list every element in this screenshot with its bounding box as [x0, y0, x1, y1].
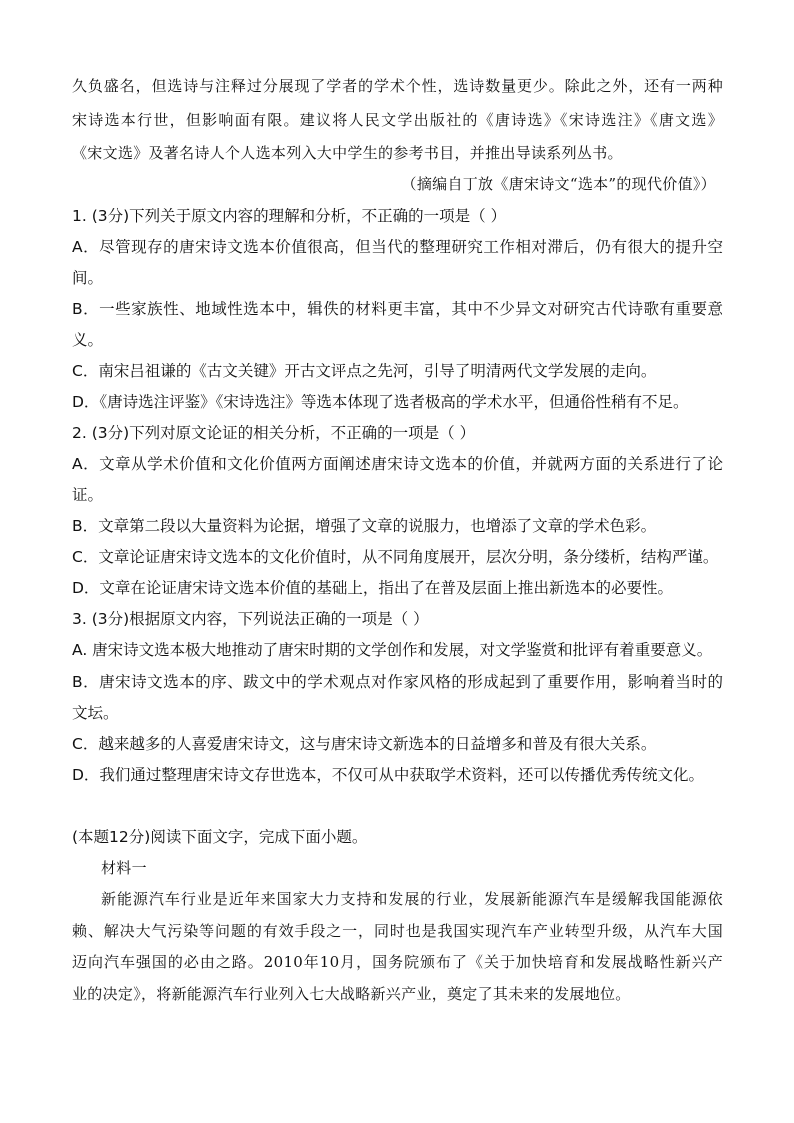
- section-heading: (本题12分)阅读下面文字，完成下面小题。: [72, 828, 368, 846]
- question-stem: 2. (3分)下列对原文论证的相关分析，不正确的一项是（ ）: [72, 424, 476, 442]
- passage-line: 久负盛名，但选诗与注释过分展现了学者的学术个性，选诗数量更少。除此之外，还有一两种: [72, 77, 723, 95]
- option-c: C．文章论证唐宋诗文选本的文化价值时，从不同角度展开，层次分明，条分缕析，结构严谨。: [72, 548, 719, 566]
- option-b: B．唐宋诗文选本的序、跋文中的学术观点对作家风格的形成起到了重要作用，影响着当时的: [72, 673, 723, 691]
- passage-line: 宋诗选本行世，但影响面有限。建议将人民文学出版社的《唐诗选》《宋诗选注》《唐文选》: [72, 111, 723, 129]
- option-b-cont: 文坛。: [72, 704, 119, 722]
- option-c: C．南宋吕祖谦的《古文关键》开古文评点之先河，引导了明清两代文学发展的走向。: [72, 362, 657, 380]
- option-b: B．文章第二段以大量资料为论据，增强了文章的说服力，也增添了文章的学术色彩。: [72, 517, 657, 535]
- material-line: 赖、解决大气污染等问题的有效手段之一，同时也是我国实现汽车产业转型升级，从汽车大国: [72, 922, 723, 940]
- material-line: 迈向汽车强国的必由之路。2010年10月，国务院颁布了《关于加快培育和发展战略性新兴产: [72, 953, 723, 971]
- option-d: D．《唐诗选注评鉴》《宋诗选注》等选本体现了选者极高的学术水平，但通俗性稍有不足。: [72, 393, 689, 411]
- option-a: A. 唐宋诗文选本极大地推动了唐宋时期的文学创作和发展，对文学鉴赏和批评有着重要意义。: [72, 641, 713, 659]
- question-stem: 1. (3分)下列关于原文内容的理解和分析，不正确的一项是（ ）: [72, 207, 507, 225]
- passage-source: （摘编自丁放《唐宋诗文“选本”的现代价值》）: [401, 175, 716, 193]
- option-a-cont: 证。: [72, 486, 104, 504]
- option-c: C．越来越多的人喜爱唐宋诗文，这与唐宋诗文新选本的日益增多和普及有很大关系。: [72, 735, 657, 753]
- material-label: 材料一: [101, 859, 147, 877]
- option-a-cont: 间。: [72, 269, 104, 287]
- option-a: A．文章从学术价值和文化价值两方面阐述唐宋诗文选本的价值，并就两方面的关系进行了论: [72, 455, 723, 473]
- option-a: A．尽管现存的唐宋诗文选本价值很高，但当代的整理研究工作相对滞后，仍有很大的提升空: [72, 238, 723, 256]
- question-stem: 3. (3分)根据原文内容，下列说法正确的一项是（ ）: [72, 610, 429, 628]
- passage-line: 《宋文选》及著名诗人个人选本列入大中学生的参考书目，并推出导读系列丛书。: [72, 144, 623, 162]
- option-b-cont: 义。: [72, 331, 104, 349]
- material-line: 新能源汽车行业是近年来国家大力支持和发展的行业，发展新能源汽车是缓解我国能源依: [101, 890, 723, 908]
- option-d: D．我们通过整理唐宋诗文存世选本，不仅可从中获取学术资料，还可以传播优秀传统文化。: [72, 766, 704, 784]
- option-d: D．文章在论证唐宋诗文选本价值的基础上，指出了在普及层面上推出新选本的必要性。: [72, 579, 673, 597]
- material-line: 业的决定》，将新能源汽车行业列入七大战略新兴产业，奠定了其未来的发展地位。: [72, 985, 631, 1003]
- option-b: B．一些家族性、地域性选本中，辑佚的材料更丰富，其中不少异文对研究古代诗歌有重要意: [72, 300, 723, 318]
